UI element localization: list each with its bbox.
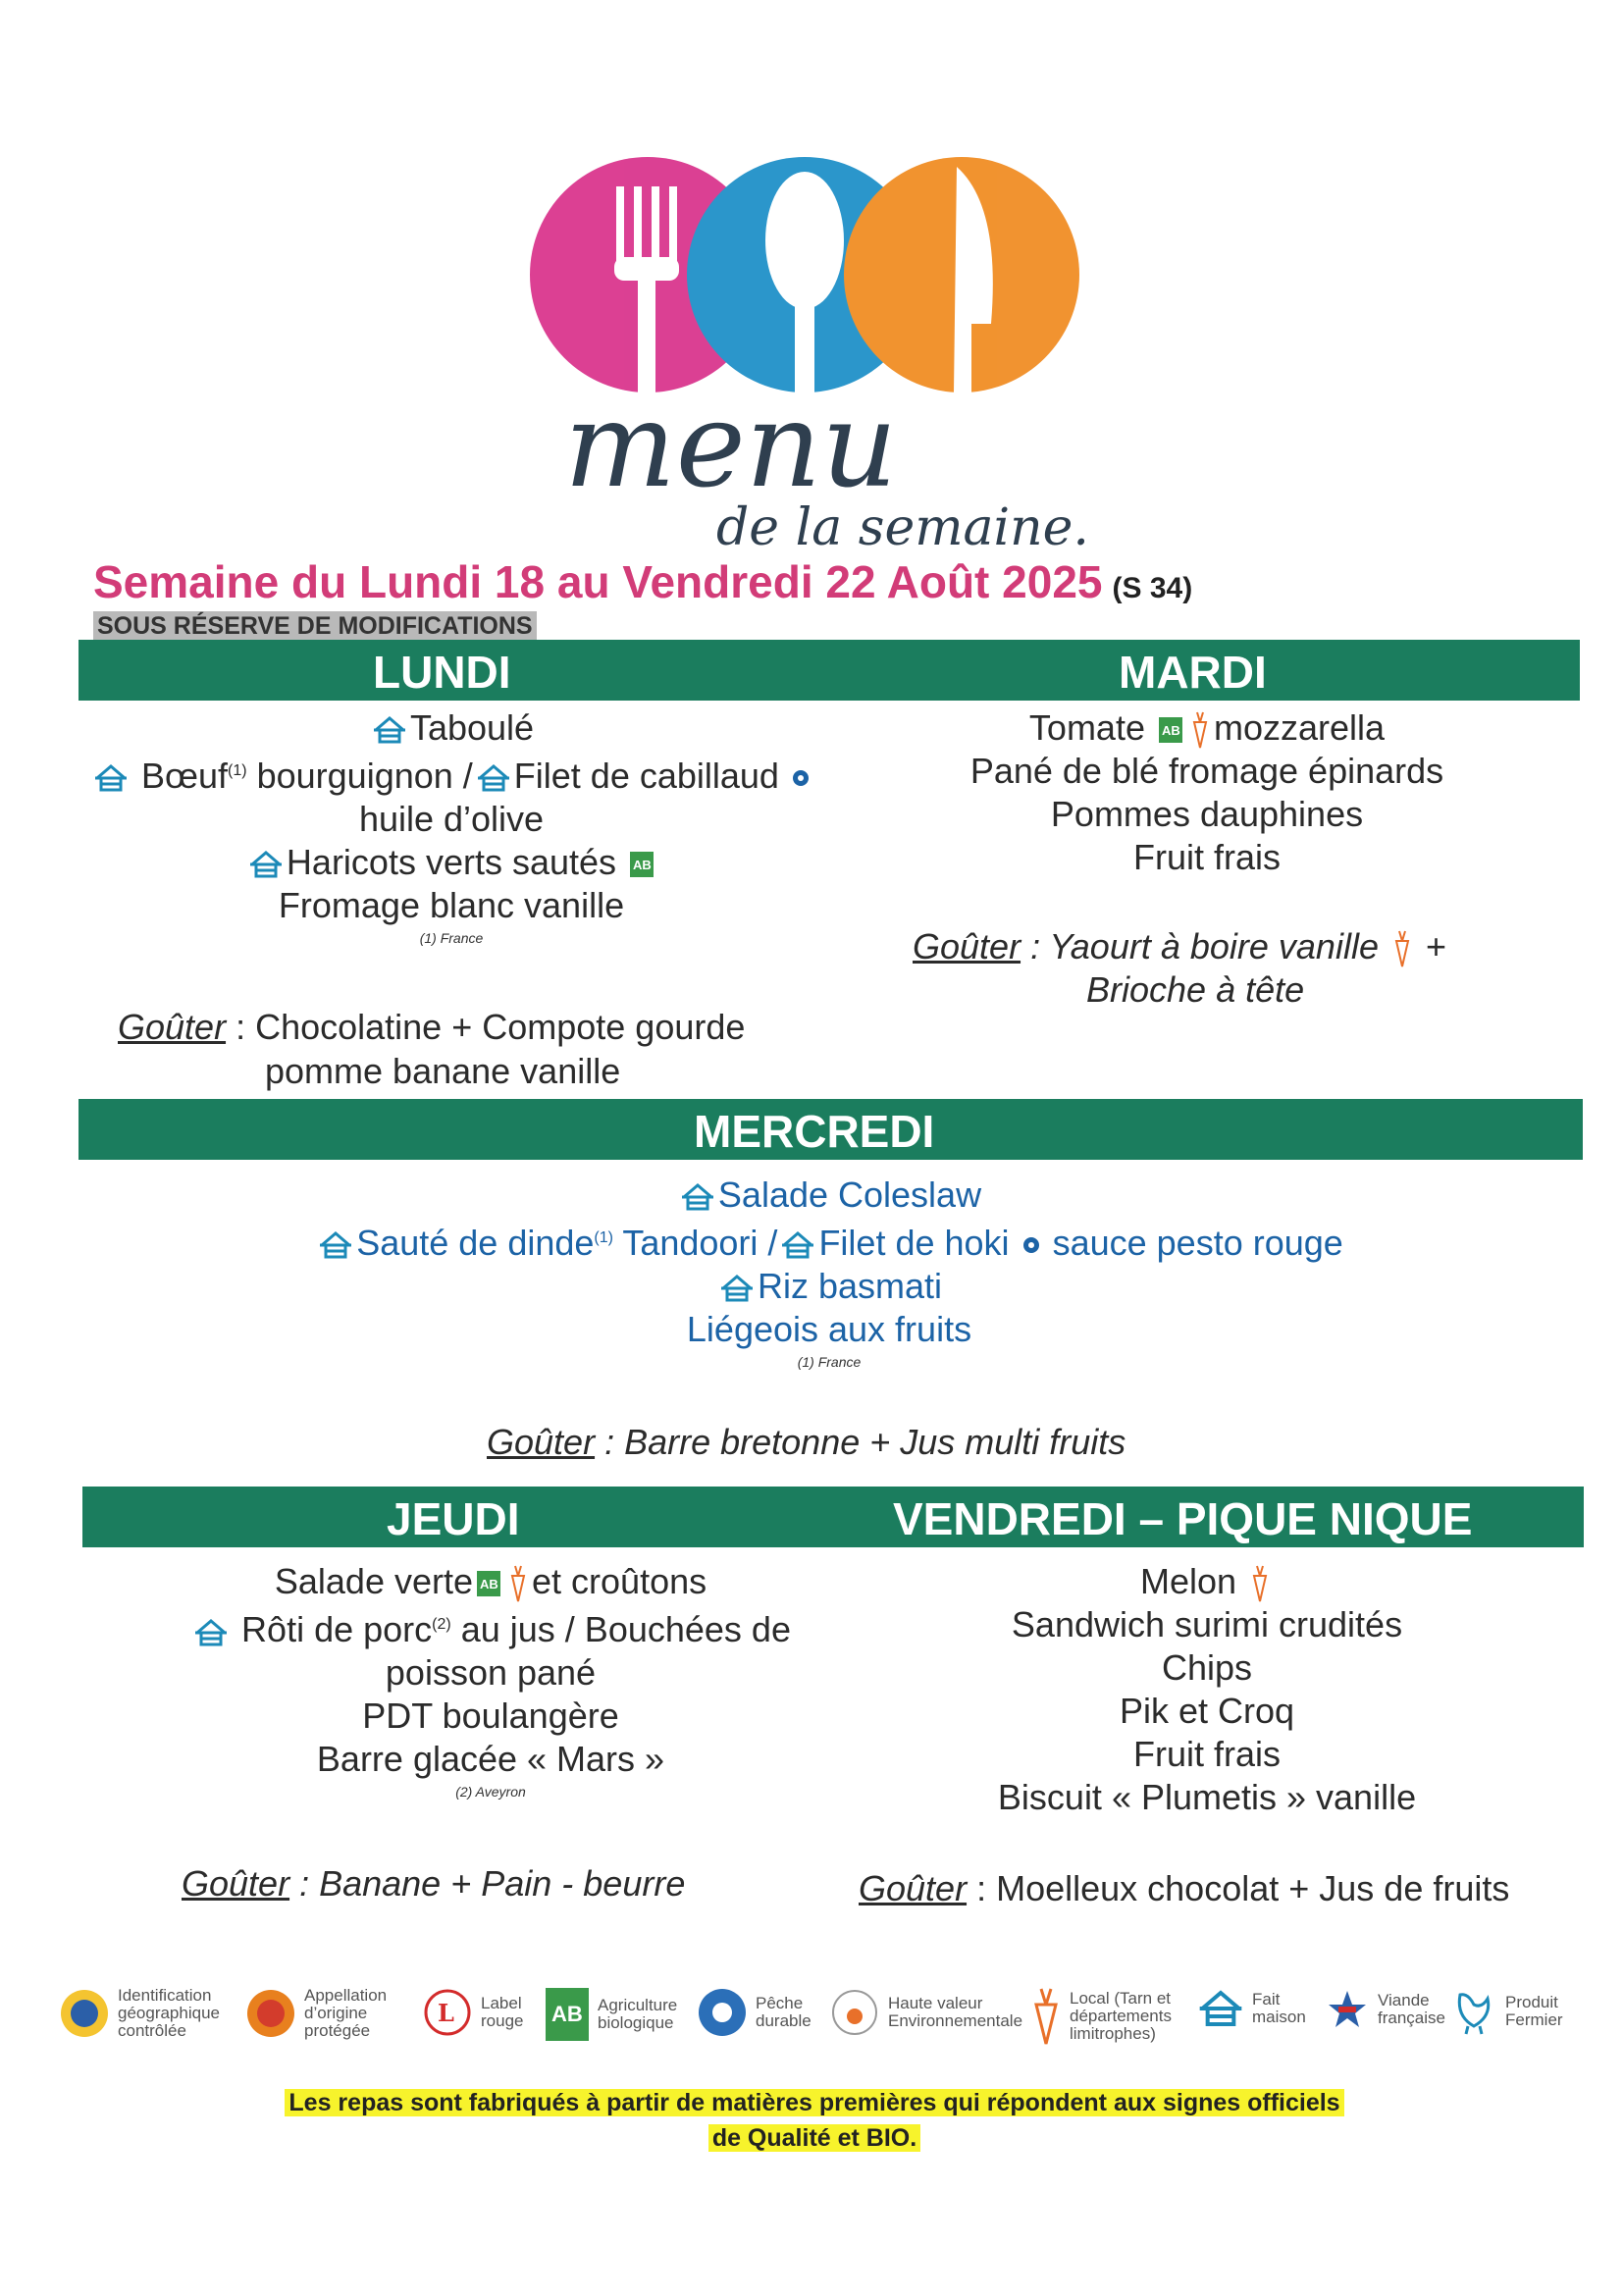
- lundi-menu: [29, 706, 873, 949]
- lundi-item-huile: huile d’olive: [358, 799, 545, 839]
- ab-icon: [629, 851, 654, 878]
- legend-fermier: [1452, 1987, 1563, 2036]
- jeudi-item-salade: Salade verte: [274, 1561, 474, 1601]
- jeudi-gouter: [182, 1862, 685, 1905]
- reserve-note: SOUS RÉSERVE DE MODIFICATIONS: [93, 611, 537, 642]
- legend-local: [1030, 1987, 1172, 2046]
- lundi-item-bourguignon: bourguignon /: [256, 756, 473, 796]
- mardi-item-fruit: Fruit frais: [1132, 837, 1281, 878]
- jeudi-note: (2) Aveyron: [455, 1784, 526, 1800]
- lundi-title: LUNDI: [373, 647, 511, 698]
- vendredi-gouter: [859, 1867, 1509, 1910]
- peche-durable-icon: [792, 769, 810, 787]
- menu-logo: [510, 147, 1119, 559]
- vendredi-item-biscuit: Biscuit « Plumetis » vanille: [997, 1777, 1417, 1818]
- jeudi-item-mars: Barre glacée « Mars »: [316, 1739, 665, 1780]
- origin-sup: (1): [594, 1229, 613, 1246]
- jeudi-title: JEUDI: [387, 1493, 520, 1544]
- svg-text:AB: AB: [480, 1577, 498, 1592]
- mercredi-item-riz: Riz basmati: [757, 1266, 943, 1306]
- mardi-item-tomate: Tomate: [1028, 707, 1145, 748]
- mercredi-gouter-text: : Barre bretonne + Jus multi fruits: [604, 1422, 1126, 1462]
- mardi-item-mozzarella: mozzarella: [1214, 707, 1386, 748]
- mardi-gouter-line1: : Yaourt à boire vanille: [1030, 926, 1379, 966]
- mardi-gouter: [913, 925, 1446, 968]
- lundi-gouter: [118, 1006, 745, 1049]
- lundi-item-taboule: Taboulé: [409, 707, 535, 748]
- legend-label: Label: [481, 1994, 522, 2012]
- legend-label: Local (Tarn et: [1070, 1989, 1171, 2008]
- local-carrot-icon: [1189, 710, 1211, 750]
- week-title: [93, 555, 1192, 608]
- mardi-title: MARDI: [1119, 647, 1267, 698]
- fait-maison-icon: [318, 1229, 353, 1261]
- lundi-gouter-line1: : Chocolatine + Compote gourde: [236, 1007, 746, 1047]
- mercredi-menu: [226, 1174, 1433, 1373]
- svg-text:L: L: [438, 1999, 454, 2027]
- vendredi-item-fruit: Fruit frais: [1132, 1734, 1281, 1775]
- vendredi-item-melon: Melon: [1139, 1561, 1237, 1601]
- fait-maison-icon: [680, 1181, 715, 1213]
- fait-maison-icon: [1197, 1987, 1244, 2030]
- peche-durable-icon: [1022, 1236, 1040, 1254]
- legend-viande: [1325, 1987, 1445, 2032]
- local-carrot-icon: [507, 1564, 529, 1603]
- local-carrot-icon: [1030, 1987, 1062, 2046]
- lundi-item-haricots: Haricots verts sautés: [286, 842, 617, 882]
- ab-icon: [1158, 716, 1183, 744]
- mercredi-item-hoki: Filet de hoki: [818, 1223, 1010, 1263]
- legend-label: contrôlée: [118, 2021, 186, 2040]
- week-title-text: Semaine du Lundi 18 au Vendredi 22 Août 2025: [93, 556, 1103, 607]
- jeudi-item-poisson: poisson pané: [385, 1652, 597, 1694]
- mardi-gouter-line2: Brioche à tête: [1086, 969, 1305, 1010]
- fait-maison-icon: [476, 762, 511, 794]
- igp-icon: [59, 1988, 110, 2039]
- origin-sup: (1): [228, 762, 247, 779]
- gouter-label: Goûter: [913, 926, 1021, 966]
- footer-note: [206, 2085, 1423, 2156]
- hve-icon: [829, 1987, 880, 2038]
- vendredi-title: VENDREDI – PIQUE NIQUE: [893, 1493, 1473, 1544]
- legend-label: Pêche: [756, 1994, 804, 2012]
- legend-aop: [245, 1987, 387, 2040]
- footer-line2: de Qualité et BIO.: [708, 2124, 920, 2152]
- jeudi-item-roti: Rôti de porc: [241, 1609, 433, 1650]
- mercredi-item-coleslaw: Salade Coleslaw: [717, 1174, 982, 1215]
- lundi-mardi-bar: [79, 640, 1580, 701]
- lundi-item-boeuf: Bœuf: [141, 756, 229, 796]
- legend-igp: [59, 1987, 220, 2040]
- legend-label: protégée: [304, 2021, 371, 2040]
- legend-label: d’origine: [304, 2004, 368, 2022]
- fait-maison-icon: [372, 714, 407, 746]
- legend-fait-maison: [1197, 1987, 1306, 2030]
- gouter-label: Goûter: [182, 1863, 290, 1904]
- legend-ab: [545, 1987, 677, 2042]
- jeudi-vendredi-bar: [82, 1487, 1584, 1547]
- legend-label: Identification: [118, 1986, 212, 2005]
- quality-legend: [59, 1987, 1590, 2075]
- lundi-note: (1) France: [419, 930, 484, 946]
- footer-line1: Les repas sont fabriqués à partir de matières premières qui répondent aux signes officiels: [285, 2089, 1343, 2116]
- label-rouge-icon: [422, 1987, 473, 2038]
- gouter-label: Goûter: [487, 1422, 596, 1462]
- lundi-item-cabillaud: Filet de cabillaud: [513, 756, 779, 796]
- logo-word: menu: [564, 378, 898, 514]
- fait-maison-icon: [780, 1229, 815, 1261]
- local-carrot-icon: [1249, 1564, 1271, 1603]
- legend-label: Appellation: [304, 1986, 388, 2005]
- legend-label: Fait: [1252, 1990, 1281, 2009]
- vendredi-item-sandwich: Sandwich surimi crudités: [1011, 1604, 1403, 1645]
- mardi-gouter-plus: +: [1426, 926, 1447, 966]
- legend-label: biologique: [598, 2013, 674, 2032]
- mercredi-title: MERCREDI: [694, 1106, 935, 1157]
- fait-maison-icon: [719, 1273, 755, 1304]
- legend-label: Haute valeur: [888, 1994, 983, 2012]
- legend-peche: [697, 1987, 812, 2038]
- legend-hve: [829, 1987, 1022, 2038]
- mercredi-item-pesto: sauce pesto rouge: [1052, 1223, 1343, 1263]
- svg-text:AB: AB: [551, 2002, 583, 2026]
- mardi-menu: [864, 706, 1550, 879]
- mercredi-bar: [79, 1099, 1583, 1160]
- svg-text:AB: AB: [633, 858, 652, 873]
- svg-text:AB: AB: [1162, 723, 1180, 739]
- fait-maison-icon: [193, 1617, 229, 1648]
- fait-maison-icon: [248, 849, 284, 880]
- jeudi-item-bouchees: au jus / Bouchées de: [460, 1609, 791, 1650]
- origin-sup: (2): [432, 1616, 451, 1634]
- mardi-item-pane: Pané de blé fromage épinards: [969, 751, 1444, 792]
- legend-label: géographique: [118, 2004, 220, 2022]
- jeudi-item-croutons: et croûtons: [532, 1561, 707, 1601]
- mercredi-item-dinde: Sauté de dinde: [356, 1223, 595, 1263]
- viande-francaise-icon: [1325, 1987, 1370, 2032]
- legend-label: durable: [756, 2011, 812, 2030]
- jeudi-gouter-text: : Banane + Pain - beurre: [299, 1863, 686, 1904]
- lundi-gouter-line2: pomme banane vanille: [265, 1051, 621, 1091]
- vendredi-menu: [864, 1560, 1550, 1819]
- legend-label: Produit: [1505, 1993, 1558, 2011]
- aop-icon: [245, 1988, 296, 2039]
- legend-label: Fermier: [1505, 2010, 1563, 2029]
- legend-label: Viande: [1378, 1991, 1430, 2009]
- legend-label: Environnementale: [888, 2011, 1023, 2030]
- lundi-item-fromage: Fromage blanc vanille: [278, 885, 625, 925]
- legend-label: française: [1378, 2009, 1445, 2027]
- fait-maison-icon: [93, 762, 129, 794]
- mercredi-item-liegeois: Liégeois aux fruits: [686, 1309, 972, 1349]
- legend-label: rouge: [481, 2011, 524, 2030]
- mercredi-item-tandoori: Tandoori /: [622, 1223, 778, 1263]
- jeudi-item-pdt: PDT boulangère: [362, 1696, 619, 1737]
- week-number: (S 34): [1112, 572, 1193, 604]
- logo-subtitle: de la semaine.: [716, 498, 1089, 557]
- legend-label: limitrophes): [1070, 2024, 1156, 2043]
- ab-icon: [476, 1570, 501, 1597]
- gouter-label: Goûter: [118, 1007, 227, 1047]
- mercredi-gouter: [487, 1421, 1126, 1464]
- mercredi-note: (1) France: [797, 1354, 862, 1370]
- local-carrot-icon: [1391, 929, 1413, 968]
- mardi-item-pommes: Pommes dauphines: [1050, 794, 1364, 835]
- legend-label: Agriculture: [598, 1996, 678, 2014]
- legend-label: maison: [1252, 2008, 1306, 2026]
- gouter-label: Goûter: [859, 1868, 968, 1908]
- produit-fermier-icon: [1452, 1987, 1497, 2036]
- peche-durable-icon: [697, 1987, 748, 2038]
- legend-label-rouge: [422, 1987, 523, 2038]
- jeudi-menu: [59, 1560, 922, 1802]
- ab-icon: [545, 1987, 590, 2042]
- legend-label: départements: [1070, 2007, 1172, 2025]
- vendredi-item-pikcroq: Pik et Croq: [1119, 1691, 1295, 1732]
- vendredi-gouter-text: : Moelleux chocolat + Jus de fruits: [976, 1868, 1510, 1908]
- vendredi-item-chips: Chips: [1161, 1647, 1253, 1689]
